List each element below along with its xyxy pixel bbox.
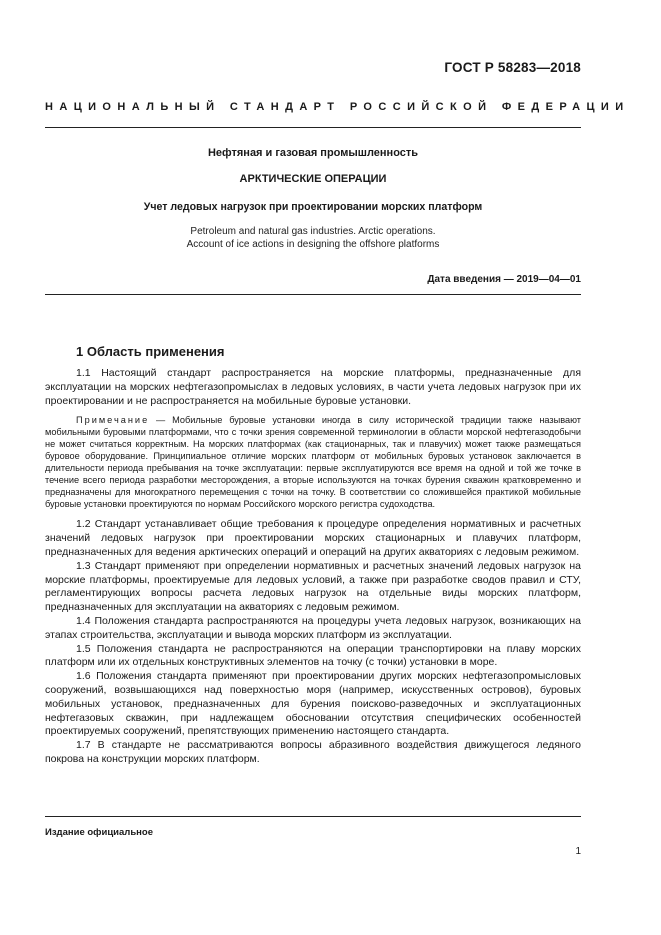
- industry-line: Нефтяная и газовая промышленность: [207, 147, 419, 159]
- middle-divider: [45, 294, 581, 295]
- paragraph-1-1: 1.1 Настоящий стандарт распространяется на морские платформы, предназначенные для эксплуатации на морских нефтегазопромыслах в ледовых условиях, в части учета ледовых нагрузок при их проектировании и не распространяется на мобильные буровые установки.: [45, 367, 581, 407]
- standard-code: ГОСТ Р 58283—2018: [444, 60, 581, 75]
- bottom-divider: [45, 816, 581, 817]
- document-subtitle: Учет ледовых нагрузок при проектировании морских платформ: [143, 201, 483, 213]
- section-body: [45, 367, 581, 767]
- page-number: 1: [575, 846, 581, 857]
- note-label: Примечание: [76, 415, 150, 426]
- edition-label: Издание официальное: [45, 827, 153, 838]
- paragraph-1-3: 1.3 Стандарт применяют при определении нормативных и расчетных значений ледовых нагрузок на морские платформы, проектируемые для ледовых условий, а также при разработке сводов правил и СТУ, регламентирующих вопросы расчета ледовых нагрузок на отдельные виды морских платформ, предназначенных для эксплуатации на акваториях с ледовым режимом.: [45, 559, 581, 614]
- paragraph-1-4: 1.4 Положения стандарта распространяются на процедуры учета ледовых нагрузок, возникающих на этапах строительства, эксплуатации и вывода морских платформ из эксплуатации.: [45, 614, 581, 641]
- paragraph-1-7: 1.7 В стандарте не рассматриваются вопросы абразивного воздействия движущегося ледяного покрова на конструкции морских платформ.: [45, 739, 581, 765]
- national-standard-title: НАЦИОНАЛЬНЫЙ СТАНДАРТ РОССИЙСКОЙ ФЕДЕРАЦИИ: [45, 101, 630, 113]
- english-title-line2: Account of ice actions in designing the offshore platforms: [186, 239, 440, 250]
- top-divider: [45, 127, 581, 128]
- english-title-line1: Petroleum and natural gas industries. Arctic operations.: [190, 226, 436, 237]
- english-title: [45, 225, 581, 251]
- paragraph-1-2: 1.2 Стандарт устанавливает общие требования к процедуре определения нормативных и расчетных значений ледовых нагрузок при проектировании морских стационарных и плавучих платформ, предназначенных для ведения арктических операций и операций на других акваториях с ледовым режимом.: [45, 518, 581, 558]
- paragraph-1-5: 1.5 Положения стандарта не распространяются на операции транспортировки на плаву морских платформ или их отдельных конструктивных элементов на точку (с точки) установки в море.: [45, 642, 581, 669]
- document-title: АРКТИЧЕСКИЕ ОПЕРАЦИИ: [239, 173, 387, 185]
- introduction-date: Дата введения — 2019—04—01: [427, 274, 581, 285]
- note: [45, 414, 581, 510]
- paragraph-1-6: 1.6 Положения стандарта применяют при проектировании других морских нефтегазопромысловых сооружений, возвышающихся над поверхностью моря (например, искусственных островов), буровых мобильных установок, предназначенных для бурения поисково-разведочных и эксплуатационных нефтегазовых скважин, при надлежащем обосновании отсутствия специфических особенностей проектируемых сооружений, препятствующих применению настоящего стандарта.: [45, 670, 581, 738]
- note-text: — Мобильные буровые установки иногда в силу исторической традиции также называют мобильными буровыми платформами, что с точки зрения современной терминологии в области морской нефтегазодобычи не может считаться корректным. На морских платформах (как стационарных, так и плавучих) может также размещаться буровое оборудование. Принципиальное отличие морских платформ от мобильных буровых установок заключается в длительности периода пребывания на точке эксплуатации: первые эксплуатируются все время на одной и той же точке в течение всего периода разработки месторождения, а вторые используются на точках бурения скважин кратковременно и предназначены для многократного перемещения с точки на точку. В соответствии со сложившейся практикой мобильные буровые установки проектируются по нормам Российского морского регистра судоходства.: [45, 415, 581, 510]
- section-heading: 1 Область применения: [76, 344, 225, 359]
